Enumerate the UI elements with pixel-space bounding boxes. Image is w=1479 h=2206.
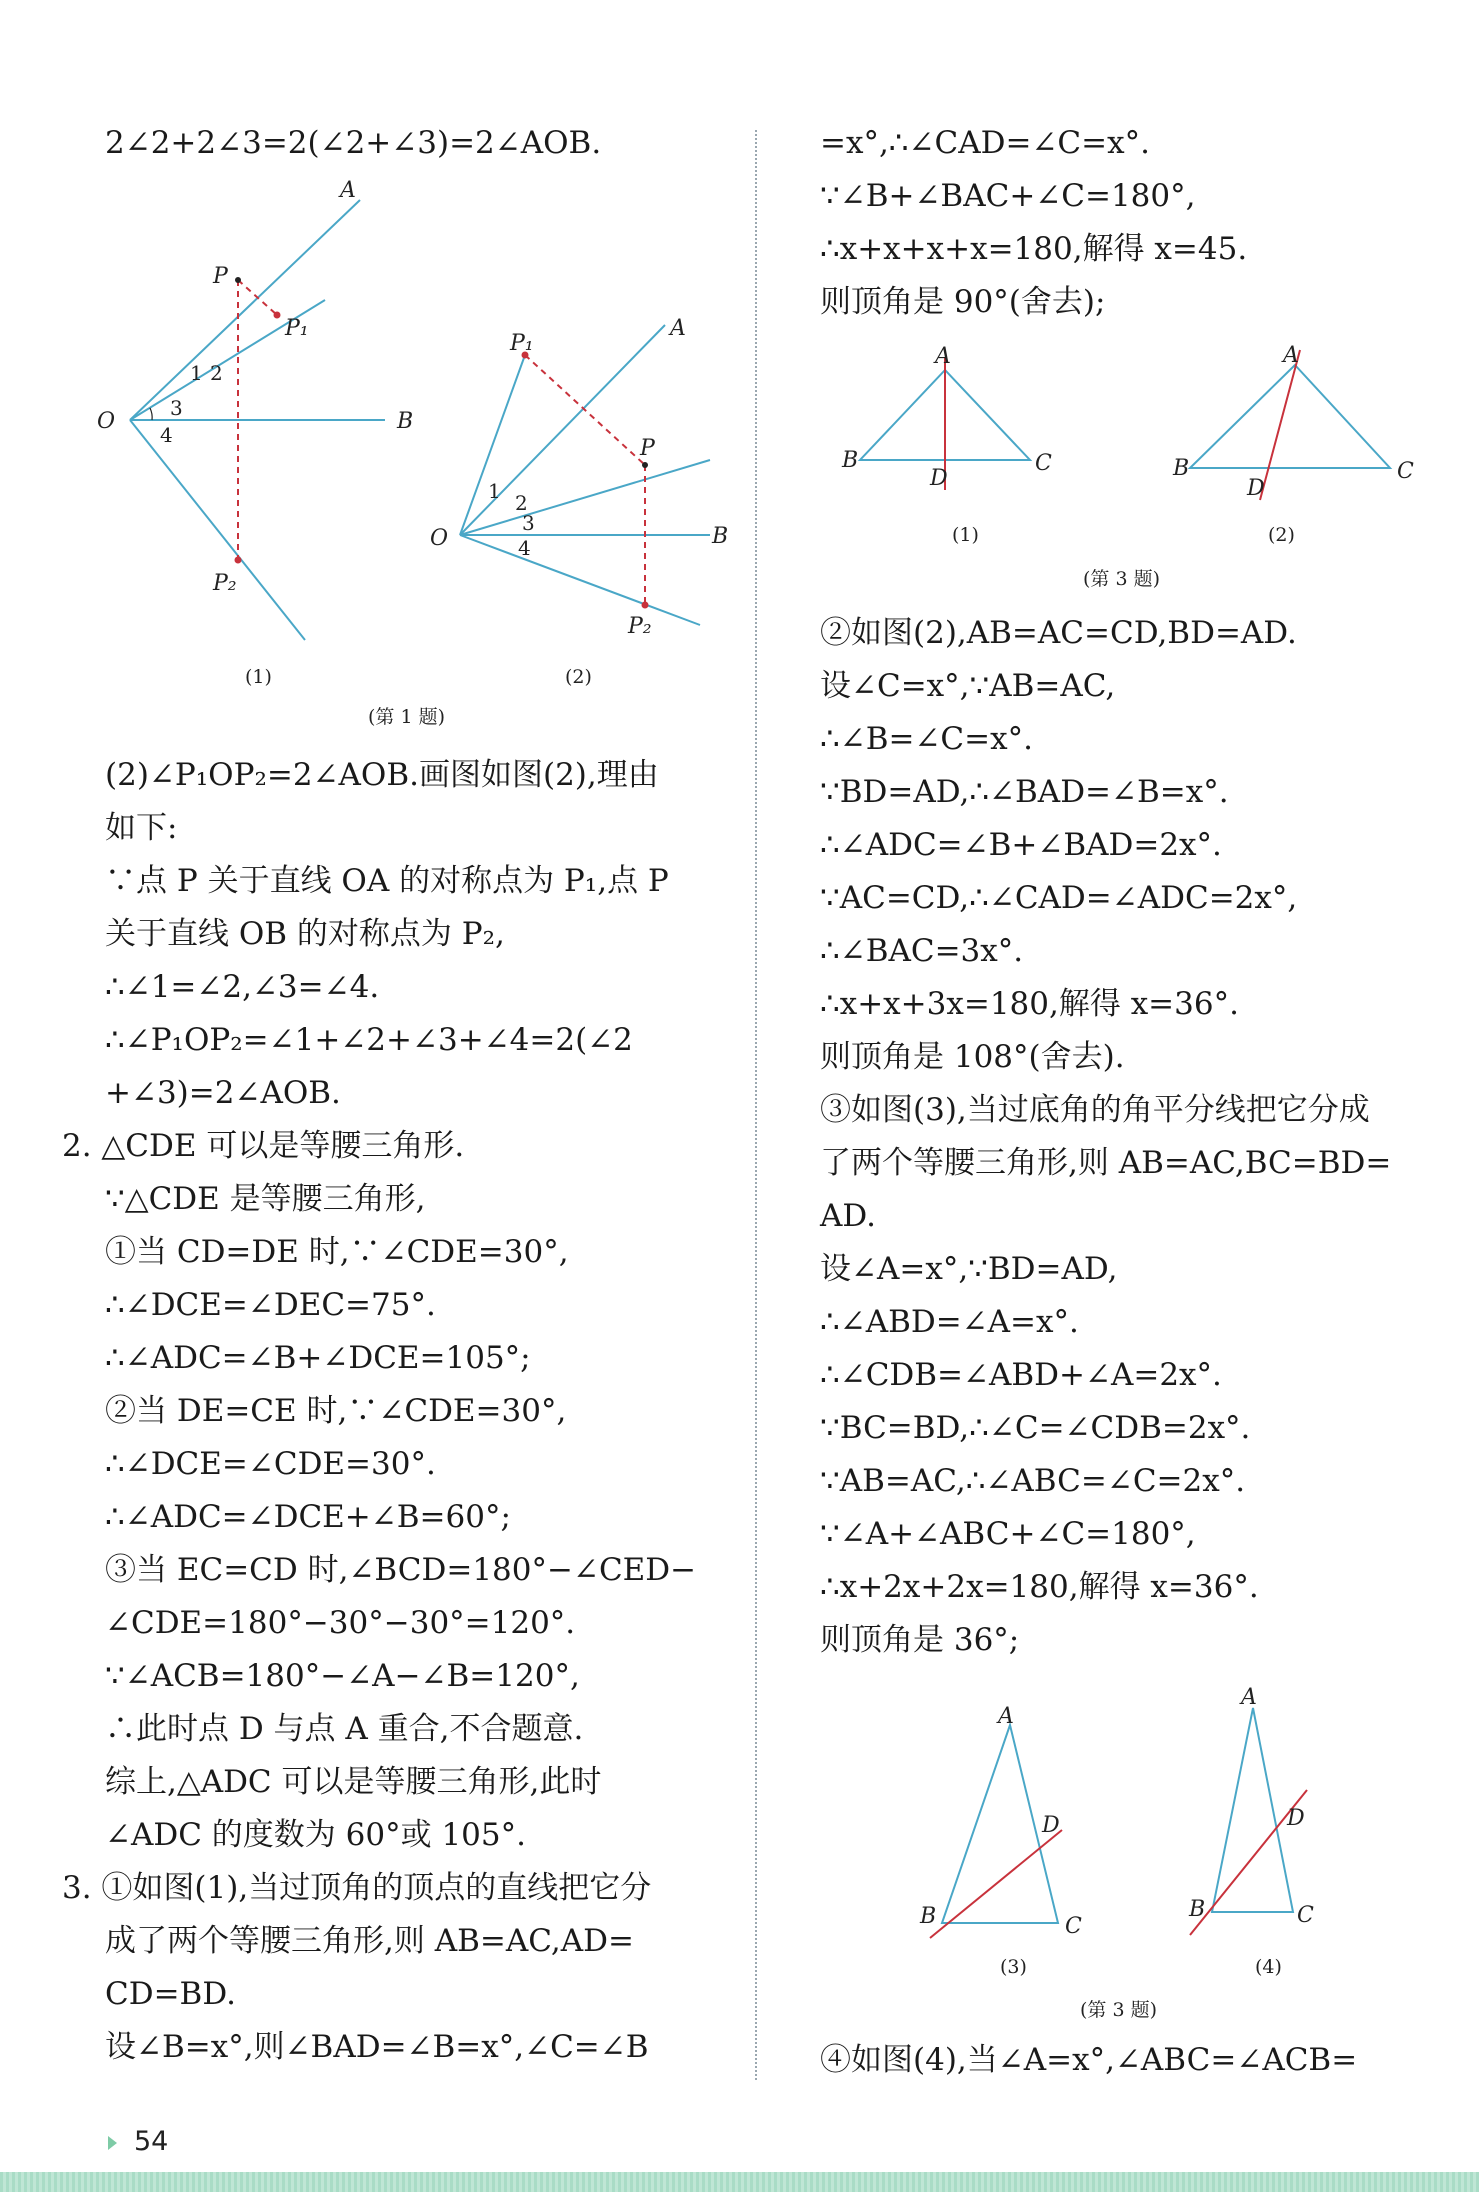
label-O: O: [430, 526, 449, 551]
label-C: C: [1065, 1914, 1082, 1939]
text-line: ∴∠P₁OP₂=∠1+∠2+∠3+∠4=2(∠2: [105, 1022, 633, 1058]
angle-2: 2: [515, 491, 528, 515]
label-B: B: [1173, 456, 1190, 481]
text-line: ∴∠ADC=∠B+∠DCE=105°;: [105, 1340, 531, 1376]
text-line: ∵△CDE 是等腰三角形,: [105, 1181, 426, 1217]
text-line: 则顶角是 108°(舍去).: [820, 1039, 1125, 1075]
label-A: A: [1283, 343, 1299, 368]
text-line: ∵∠B+∠BAC+∠C=180°,: [820, 178, 1196, 214]
label-P2: P₂: [628, 614, 652, 639]
text-line: 成了两个等腰三角形,则 AB=AC,AD=: [105, 1923, 634, 1959]
label-B: B: [1189, 1897, 1206, 1922]
text-line: +∠3)=2∠AOB.: [105, 1075, 341, 1111]
label-B: B: [712, 524, 729, 549]
text-line: 设∠B=x°,则∠BAD=∠B=x°,∠C=∠B: [105, 2029, 649, 2065]
text-line: ∠CDE=180°−30°−30°=120°.: [105, 1605, 576, 1641]
text-line: ∴此时点 D 与点 A 重合,不合题意.: [105, 1711, 584, 1747]
label-B: B: [920, 1904, 937, 1929]
text-line: ∵∠ACB=180°−∠A−∠B=120°,: [105, 1658, 580, 1694]
fig-title: (第 1 题): [368, 706, 445, 728]
problem-3-heading: 3. ①如图(1),当过顶角的顶点的直线把它分: [62, 1870, 652, 1906]
label-C: C: [1297, 1903, 1314, 1928]
text-line: 则顶角是 90°(舍去);: [820, 284, 1106, 320]
label-P2: P₂: [213, 571, 237, 596]
label-P: P: [213, 264, 228, 289]
text-line: 如下:: [105, 810, 178, 846]
label-C: C: [1397, 459, 1414, 484]
fig-caption-1: (1): [245, 666, 272, 688]
label-P1: P₁: [285, 316, 309, 341]
text-line: ②如图(2),AB=AC=CD,BD=AD.: [820, 615, 1297, 651]
figure-3-3: [910, 1695, 1110, 1945]
page-number: 54: [134, 2126, 169, 2157]
text-line: ∴x+x+x+x=180,解得 x=45.: [820, 231, 1248, 267]
text-line: ∵BC=BD,∴∠C=∠CDB=2x°.: [820, 1410, 1251, 1446]
fig-caption-1: (1): [952, 524, 979, 546]
text-line: ∵∠A+∠ABC+∠C=180°,: [820, 1516, 1196, 1552]
fig-title: (第 3 题): [1083, 568, 1160, 590]
text-line: 设∠C=x°,∵AB=AC,: [820, 668, 1116, 704]
text-line: CD=BD.: [105, 1976, 236, 2012]
label-A: A: [670, 316, 686, 341]
text-line: ∴x+x+3x=180,解得 x=36°.: [820, 986, 1239, 1022]
text-line: ③当 EC=CD 时,∠BCD=180°−∠CED−: [105, 1552, 697, 1588]
label-P1: P₁: [510, 331, 534, 356]
text-line: 则顶角是 36°;: [820, 1622, 1020, 1658]
fig-caption-2: (2): [565, 666, 592, 688]
label-A: A: [935, 344, 951, 369]
label-P: P: [640, 436, 655, 461]
text-line: ∴∠CDB=∠ABD+∠A=2x°.: [820, 1357, 1222, 1393]
figure-1-2: [430, 305, 750, 655]
label-A: A: [998, 1704, 1014, 1729]
text-line: ④如图(4),当∠A=x°,∠ABC=∠ACB=: [820, 2042, 1358, 2078]
text-line: (2)∠P₁OP₂=2∠AOB.画图如图(2),理由: [105, 757, 659, 793]
right-column: [765, 0, 1479, 2206]
angle-3: 3: [522, 511, 535, 535]
label-O: O: [97, 409, 116, 434]
angle-1: 1: [190, 361, 203, 385]
text-line: ∴∠BAC=3x°.: [820, 933, 1024, 969]
text-line: ∴∠1=∠2,∠3=∠4.: [105, 969, 380, 1005]
fig-caption-3: (3): [1000, 1956, 1027, 1978]
text-line: =x°,∴∠CAD=∠C=x°.: [820, 125, 1150, 161]
text-line: 2∠2+2∠3=2(∠2+∠3)=2∠AOB.: [105, 125, 602, 161]
label-B: B: [397, 409, 414, 434]
text-line: ∴x+2x+2x=180,解得 x=36°.: [820, 1569, 1259, 1605]
page-marker-icon: [108, 2136, 117, 2150]
text-line: AD.: [820, 1198, 876, 1234]
text-line: ②当 DE=CE 时,∵∠CDE=30°,: [105, 1393, 567, 1429]
label-A: A: [1241, 1685, 1257, 1710]
figure-1-1: [85, 175, 414, 655]
angle-4: 4: [518, 536, 531, 560]
text-line: ∵点 P 关于直线 OA 的对称点为 P₁,点 P: [105, 863, 669, 899]
angle-1: 1: [488, 479, 501, 503]
fig-caption-2: (2): [1268, 524, 1295, 546]
text-line: 了两个等腰三角形,则 AB=AC,BC=BD=: [820, 1145, 1392, 1181]
problem-2-heading: 2. △CDE 可以是等腰三角形.: [62, 1128, 465, 1164]
text-line: ∵BD=AD,∴∠BAD=∠B=x°.: [820, 774, 1229, 810]
text-line: 设∠A=x°,∵BD=AD,: [820, 1251, 1118, 1287]
fig-caption-4: (4): [1255, 1956, 1282, 1978]
text-line: ∴∠B=∠C=x°.: [820, 721, 1033, 757]
figure-3-2: [1135, 340, 1435, 510]
angle-3: 3: [170, 396, 183, 420]
text-line: 综上,△ADC 可以是等腰三角形,此时: [105, 1764, 602, 1800]
text-line: ∴∠ABD=∠A=x°.: [820, 1304, 1079, 1340]
text-line: ∠ADC 的度数为 60°或 105°.: [105, 1817, 526, 1853]
figure-3-1: [830, 340, 1070, 510]
label-D: D: [1042, 1813, 1060, 1838]
text-line: ①当 CD=DE 时,∵∠CDE=30°,: [105, 1234, 569, 1270]
label-B: B: [842, 448, 859, 473]
text-line: ∴∠ADC=∠B+∠BAD=2x°.: [820, 827, 1222, 863]
figure-3-4: [1175, 1680, 1375, 1940]
text-line: ③如图(3),当过底角的角平分线把它分成: [820, 1092, 1370, 1128]
label-A: A: [340, 178, 356, 203]
angle-2: 2: [210, 361, 223, 385]
angle-4: 4: [160, 423, 173, 447]
text-line: ∴∠DCE=∠CDE=30°.: [105, 1446, 436, 1482]
text-line: 关于直线 OB 的对称点为 P₂,: [105, 916, 505, 952]
text-line: ∵AC=CD,∴∠CAD=∠ADC=2x°,: [820, 880, 1298, 916]
text-line: ∴∠DCE=∠DEC=75°.: [105, 1287, 436, 1323]
label-D: D: [1247, 476, 1265, 501]
footer-bar: [0, 2172, 1479, 2192]
text-line: ∵AB=AC,∴∠ABC=∠C=2x°.: [820, 1463, 1246, 1499]
label-D: D: [1287, 1806, 1305, 1831]
label-D: D: [930, 466, 948, 491]
text-line: ∴∠ADC=∠DCE+∠B=60°;: [105, 1499, 511, 1535]
label-C: C: [1035, 451, 1052, 476]
fig-title: (第 3 题): [1080, 1999, 1157, 2021]
